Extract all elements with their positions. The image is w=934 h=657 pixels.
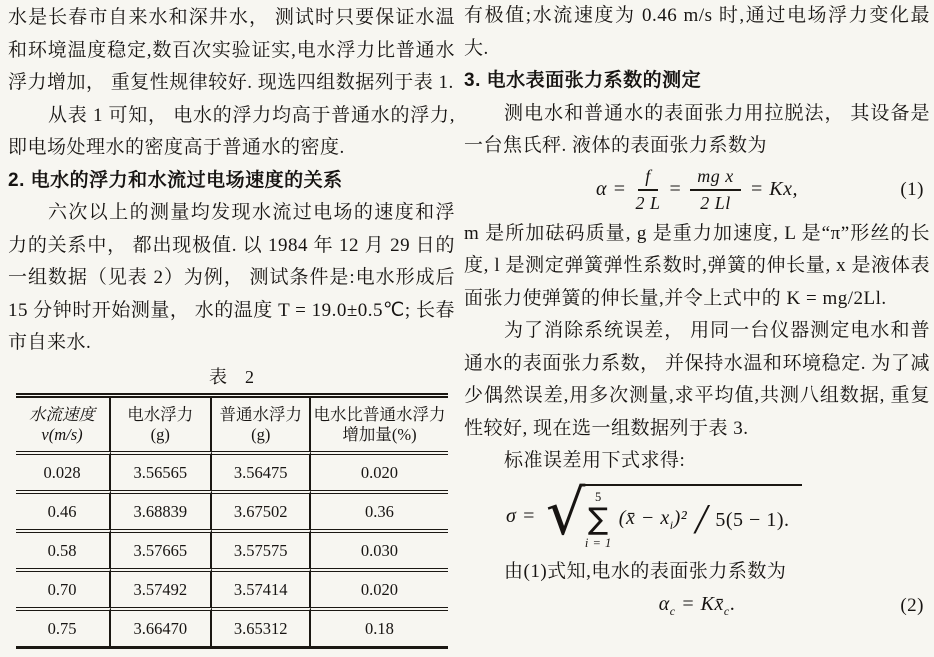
header-flow-velocity: 水流速度 v(m/s) <box>16 398 111 451</box>
paragraph-eq2-intro: 由(1)式知,电水的表面张力系数为 <box>504 560 787 582</box>
paragraph-symbol-definitions: m 是所加砝码质量, g 是重力加速度, L 是“π”形丝的长度, l 是测定弹簧弹性系数时,弹簧的伸长量, x 是液体表面张力使弹簧的伸长量,并令上式中的 K = mg/2Ll. <box>464 222 930 309</box>
section-2-heading: 2. 电水的浮力和水流过电场速度的关系 <box>8 169 343 191</box>
equation-standard-error <box>464 476 930 554</box>
section-3-heading: 3. 电水表面张力系数的测定 <box>464 70 702 91</box>
table-row: 0.75 3.66470 3.65312 0.18 <box>16 607 448 646</box>
paragraph-extremum-continuation: 有极值;水流速度为 0.46 m/s 时,通过电场浮力变化最大. <box>464 5 930 59</box>
paragraph-measurement-conditions: 六次以上的测量均发现水流过电场的速度和浮力的关系中， 都出现极值. 以 1984 年 12 月 29 日的一组数据（见表 2）为例， 测试条件是:电水形成后 15 分钟时开始测量， 水的温度 T = 19.0±0.5℃; 长春市自来水. <box>8 202 455 353</box>
left-column <box>8 0 455 649</box>
header-ordinary-water-buoyancy: 普通水浮力 (g) <box>212 398 311 451</box>
square-root <box>545 476 802 550</box>
eq1-equals: = <box>669 178 682 200</box>
header-electric-water-buoyancy: 电水浮力 (g) <box>111 398 213 451</box>
paragraph-standard-error-intro: 标准误差用下式求得: <box>504 450 686 471</box>
table-header-row <box>16 398 448 451</box>
table-row: 0.028 3.56565 3.56475 0.020 <box>16 451 448 490</box>
right-column <box>464 0 930 624</box>
equation-1 <box>464 164 930 216</box>
paragraph-continuation: 水是长春市自来水和深井水， 测试时只要保证水温和环境温度稳定,数百次实验证实,电水浮力比普通水浮力增加， 重复性规律较好. 现选四组数据列于表 1. <box>8 7 455 93</box>
table-2 <box>16 393 448 649</box>
eq1-rhs: = Kx, <box>749 178 798 200</box>
paragraph-jolly-balance: 测电水和普通水的表面张力用拉脱法， 其设备是一台焦氏秤. 液体的表面张力系数为 <box>464 102 930 156</box>
radical-sign: √ <box>545 476 586 549</box>
equation-2 <box>464 588 930 624</box>
equation-2-number: (2) <box>900 595 924 616</box>
table-row: 0.46 3.68839 3.67502 0.36 <box>16 490 448 529</box>
division-slash: / <box>695 497 708 543</box>
sigma-denominator: 5(5 − 1). <box>715 508 790 531</box>
summation-symbol: 5 ∑ i = 1 <box>584 490 612 550</box>
sigma-term: (x̄ − $x_i)^2$ <box>618 507 688 532</box>
eq1-fraction-2: $\frac{\text{mg x}}{2 Ll}$ <box>690 166 741 213</box>
table-row: 0.58 3.57665 3.57575 0.030 <box>16 529 448 568</box>
sigma-lhs: σ = <box>506 505 536 527</box>
paragraph-table1-conclusion: 从表 1 可知， 电水的浮力均高于普通水的浮力,即电场处理水的密度高于普通水的密度. <box>8 104 455 158</box>
header-buoyancy-increase-percent: 电水比普通水浮力增加量(%) <box>313 404 446 444</box>
eq1-lhs: α = <box>595 178 627 200</box>
table-row: 0.70 3.57492 3.57414 0.020 <box>16 568 448 607</box>
eq1-fraction-1: $\frac{f}{2 L}$ <box>635 165 661 213</box>
paragraph-error-elimination: 为了消除系统误差， 用同一台仪器测定电水和普通水的表面张力系数， 并保持水温和环境稳定. 为了减少偶然误差,用多次测量,求平均值,共测八组数据, 重复性较好, 现在选一组数据列于表 3. <box>464 320 930 439</box>
table-caption: 表 2 <box>209 366 254 387</box>
eq2-lhs: $\alpha_c$ = $Kx̄_c$. <box>658 593 736 618</box>
equation-1-number: (1) <box>900 178 924 200</box>
